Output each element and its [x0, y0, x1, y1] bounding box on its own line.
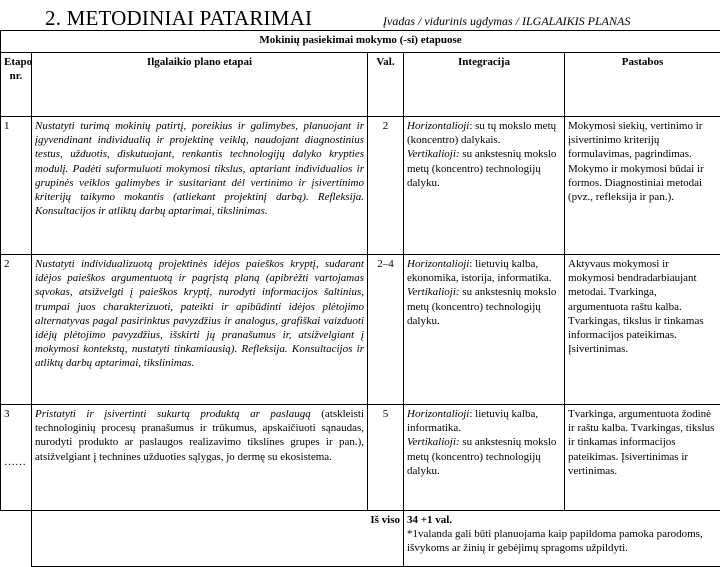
footer-empty-cell [1, 511, 32, 567]
column-header-hours: Val. [368, 53, 404, 117]
stage-number: 1 [1, 117, 32, 255]
stage-integration [404, 117, 565, 255]
stage-number-dots: …… [4, 455, 28, 469]
table-row [1, 405, 720, 511]
stage-hours: 2 [368, 117, 404, 255]
stage-number: 2 [1, 255, 32, 405]
stage-notes: Tvarkinga, argumentuota žodinė ir raštu kalba. Tvarkingas, tikslus ir tinkamas informacijos pateikimas. Įsivertinimas ir vertinimas. [565, 405, 720, 511]
integration-horizontal-label: Horizontalioji [407, 120, 469, 132]
integration-vertical-text: su ankstesnių mokslo metų (koncentro) technologijų dalyku. [407, 148, 556, 188]
column-header-stage-nr: Etapo nr. [1, 53, 32, 117]
stage-notes: Aktyvaus mokymosi ir mokymosi bendradarbiaujant metodai. Tvarkinga, argumentuota raštu kalba. Tvarkingas, tikslus ir tinkamas informacijos pateikimas. Įsivertinimas. [565, 255, 720, 405]
integration-vertical-text: su ankstesnių mokslo metų (koncentro) technologijų dalyku. [407, 436, 556, 476]
column-header-notes: Pastabos [565, 53, 720, 117]
total-label: Iš viso [32, 511, 404, 567]
integration-vertical-text: su ankstesnių mokslo metų (koncentro) technologijų dalyku. [407, 286, 556, 326]
stage-hours: 5 [368, 405, 404, 511]
stage-description-italic: Pristatyti ir įsivertinti sukurtą produktą ar paslaugą [35, 408, 311, 420]
column-header-integration: Integracija [404, 53, 565, 117]
stage-description: Nustatyti turimą mokinių patirtį, poreikius ir galimybes, planuojant ir įgyvendinant individualią ir projektinę veiklą, naudojant diagnostinius testus, užduotis, diskutuojant, renkantis technologijų dalyko krypties modulį. Padėti suformuluoti mokymosi tikslus, aptariant individualios ir grupinės veiklos galimybes ir susitariant dėl vertinimo ir įsivertinimo kriterijų taikymo mokantis (atliekant projektinį darbą). Refleksija. Konsultacijos ir atliktų darbų aptarimai, tikslinimas. [32, 117, 368, 255]
stage-number-cell [1, 405, 32, 511]
stage-hours: 2–4 [368, 255, 404, 405]
integration-horizontal-text: : su tų mokslo metų (koncentro) dalykais. [407, 120, 556, 146]
breadcrumb: Įvadas / vidurinis ugdymas / ILGALAIKIS PLANAS [383, 14, 630, 29]
table-row [1, 255, 720, 405]
table-header-row [1, 53, 720, 117]
total-cell [404, 511, 720, 567]
integration-vertical-label: Vertikalioji: [407, 436, 460, 448]
page-title: 2. METODINIAI PATARIMAI [45, 6, 312, 31]
total-hours: 34 +1 val. [407, 514, 452, 526]
table-footer-row [1, 511, 720, 567]
integration-horizontal-text: : lietuvių kalba, informatika. [407, 408, 538, 434]
stage-notes: Mokymosi siekių, vertinimo ir įsivertinimo kriterijų formulavimas, pagrindimas. Mokymo ir mokymosi būdai ir formos. Diagnostiniai metodai (pvz., refleksija ir pan.). [565, 117, 720, 255]
integration-horizontal-label: Horizontalioji [407, 258, 469, 270]
plan-table [0, 30, 720, 567]
integration-vertical-label: Vertikalioji: [407, 148, 460, 160]
table-caption-row [1, 31, 720, 53]
integration-horizontal-label: Horizontalioji [407, 408, 469, 420]
stage-number: 3 [4, 408, 10, 420]
integration-horizontal-text: : lietuvių kalba, ekonomika, istorija, informatika. [407, 258, 552, 284]
table-row [1, 117, 720, 255]
integration-vertical-label: Vertikalioji: [407, 286, 460, 298]
stage-integration [404, 255, 565, 405]
stage-description [32, 405, 368, 511]
stage-description-rest: (atskleisti technologinių procesų pranašumus ir trūkumus, apskaičiuoti sąnaudas, nurodyti produkto ar paslaugos realizavimo tikslines grupes ir pan.), atsižvelgiant į technines užduoties sąlygas, jo dermę su ekosistema. [35, 408, 364, 463]
table-caption: Mokinių pasiekimai mokymo (-si) etapuose [1, 31, 720, 53]
stage-description: Nustatyti individualizuotą projektinės idėjos paieškos kryptį, sudarant idėjos paieškos argumentuotą ir pagrįstą planą (apibrėžti vartojamas sąvokas, atsižvelgti į paieškos kryptį, nurodyti informacijos šaltinius, trumpai juos charakterizuoti, pateikti ir apibūdinti idėjos plėtojimo alternatyvas pagal pasirinktus pavyzdžius ir analogus, grafiškai vaizduoti idėjų plėtojimo pavyzdžius, išskirti jų pranašumus ir, atsižvelgiant į mokymosi kontekstą, nustatyti tinkamiausią). Refleksija. Konsultacijos ir atliktų darbų aptarimai, tikslinimas. [32, 255, 368, 405]
column-header-plan-stages: Ilgalaikio plano etapai [32, 53, 368, 117]
stage-integration [404, 405, 565, 511]
footer-note: *1valanda gali būti planuojama kaip papildoma pamoka parodoms, išvykoms ar žinių ir gebėjimų spragoms užpildyti. [407, 528, 703, 554]
